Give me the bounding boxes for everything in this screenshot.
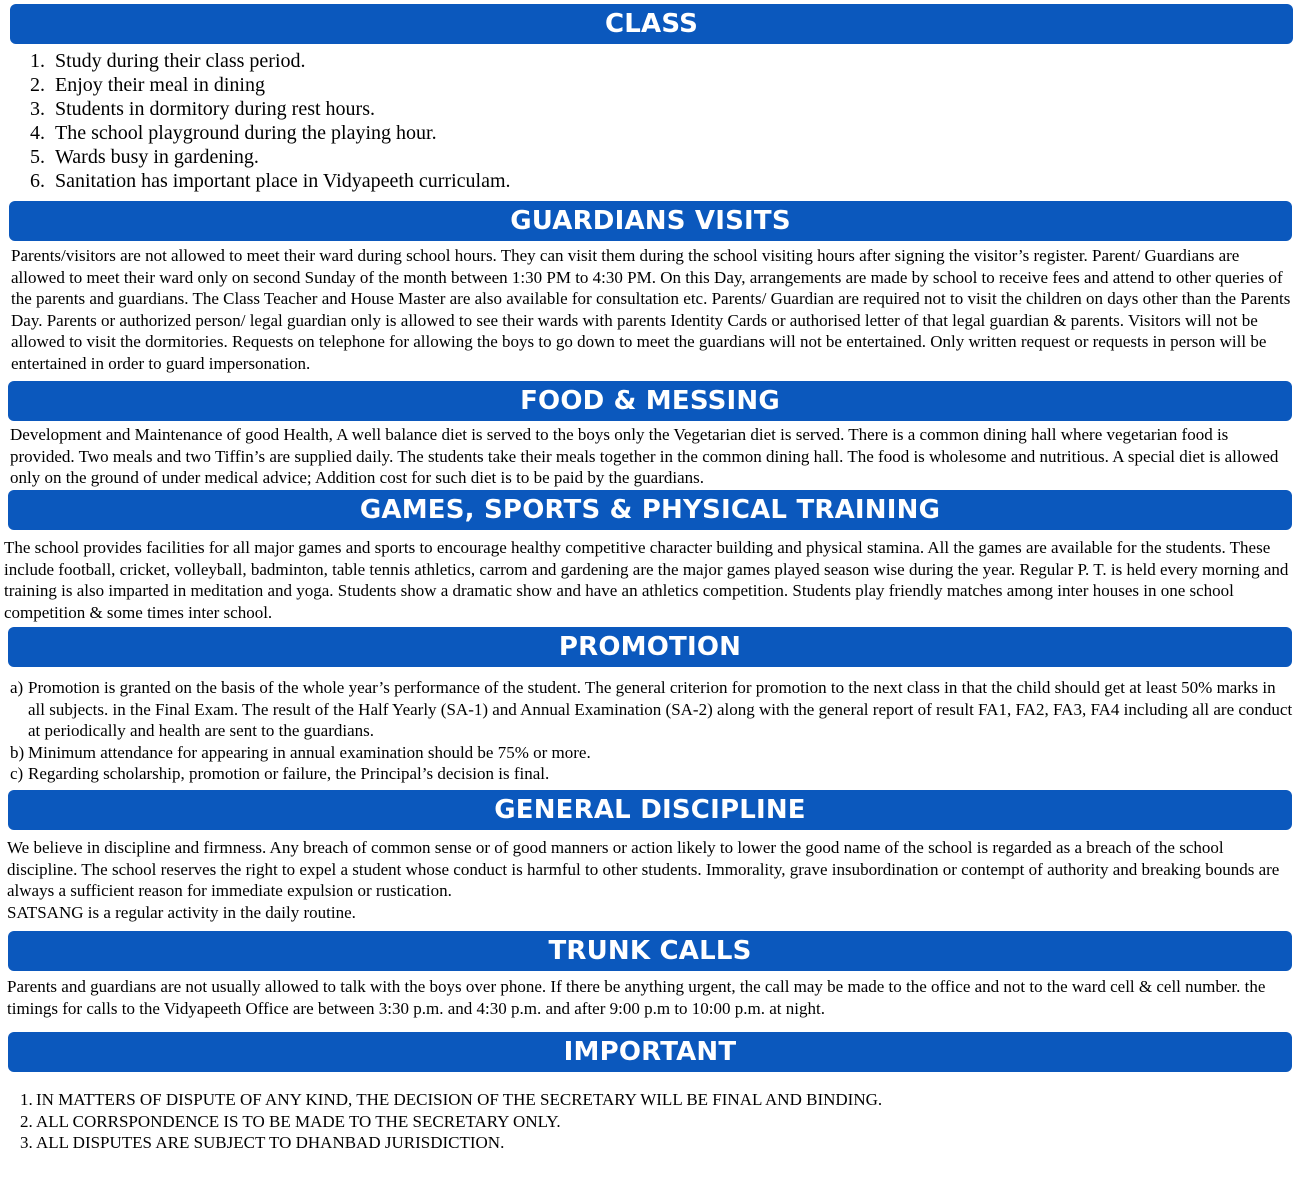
food-heading-text: FOOD & MESSING xyxy=(520,386,780,416)
games-heading xyxy=(8,490,1292,530)
list-item xyxy=(10,742,1295,764)
list-number: 5. xyxy=(30,146,45,168)
list-text: ALL DISPUTES ARE SUBJECT TO DHANBAD JURISDICTION. xyxy=(36,1133,505,1153)
satsang-line: SATSANG is a regular activity in the daily routine. xyxy=(7,903,356,922)
promotion-heading-text: PROMOTION xyxy=(558,632,742,662)
class-heading-text: CLASS xyxy=(604,9,699,39)
food-heading xyxy=(8,381,1292,421)
list-number: 2. xyxy=(20,1111,33,1131)
list-text: ALL CORRSPONDENCE IS TO BE MADE TO THE SECRETARY ONLY. xyxy=(36,1111,561,1131)
list-marker: b) xyxy=(10,742,25,762)
list-item xyxy=(30,73,511,97)
list-text: Enjoy their meal in dining xyxy=(55,74,265,96)
list-item xyxy=(30,49,511,73)
list-text: The school playground during the playing hour. xyxy=(55,122,437,144)
guardians-heading xyxy=(9,201,1292,241)
guardians-heading-text: GUARDIANS VISITS xyxy=(510,206,791,236)
list-number: 6. xyxy=(30,170,45,192)
list-text: Regarding scholarship, promotion or failure, the Principal’s decision is final. xyxy=(28,764,550,784)
class-heading xyxy=(10,4,1293,44)
list-number: 3. xyxy=(20,1133,33,1153)
important-heading-text: IMPORTANT xyxy=(563,1037,737,1067)
list-item xyxy=(20,1132,882,1154)
list-text: Minimum attendance for appearing in annual examination should be 75% or more. xyxy=(28,742,591,762)
list-item xyxy=(20,1111,882,1133)
games-heading-text: GAMES, SPORTS & PHYSICAL TRAINING xyxy=(359,495,941,525)
list-marker: c) xyxy=(10,764,24,784)
list-text: Promotion is granted on the basis of the whole year’s performance of the student. The general criterion for promotion to the next class in that the child should get at least 50% marks in all subjects. in the Final Exam. The result of the Half Yearly (SA-1) and Annual Examination (SA-2) along with the general report of result FA1, FA2, FA3, FA4 including all are conduct at periodically and health are sent to the guardians. xyxy=(28,678,1293,741)
list-number: 1. xyxy=(30,50,45,72)
list-number: 1. xyxy=(20,1090,33,1109)
promotion-heading xyxy=(8,627,1292,667)
list-item xyxy=(30,121,511,145)
list-text: Students in dormitory during rest hours. xyxy=(55,98,375,120)
list-text: Wards busy in gardening. xyxy=(55,146,259,168)
important-heading xyxy=(8,1032,1292,1072)
list-number: 4. xyxy=(30,122,45,144)
list-number: 2. xyxy=(30,74,45,96)
trunk-heading xyxy=(8,931,1292,971)
food-paragraph: Development and Maintenance of good Health, A well balance diet is served to the boys only the Vegetarian diet is served. There is a common dining hall where vegetarian food is provided. Two meals and two Tiffin’s are supplied daily. The students take their meals together in the common dining hall. The food is wholesome and nutritious. A special diet is allowed only on the ground of under medical advice; Addition cost for such diet is to be paid by the guardians. xyxy=(10,425,1279,488)
discipline-paragraph: We believe in discipline and firmness. Any breach of common sense or of good manners or action likely to lower the good name of the school is regarded as a breach of the school discipline. The school reserves the right to expel a student whose conduct is harmful to other students. Immorality, grave insubordination or contempt of authority and breaking bounds are always a sufficient reason for immediate expulsion or rustication. xyxy=(7,838,1280,901)
games-paragraph: The school provides facilities for all major games and sports to encourage healthy competitive character building and physical stamina. All the games are available for the students. These include football, cricket, volleyball, badminton, table tennis athletics, carrom and gardening are the major games played season wise during the year. Regular P. T. is held every morning and training is also imparted in meditation and yoga. Students show a dramatic show and have an athletics competition. Students play friendly matches among inter houses in one school competition & some times inter school. xyxy=(4,538,1289,622)
promotion-list xyxy=(10,677,1295,785)
list-item xyxy=(30,169,511,193)
list-text: Study during their class period. xyxy=(55,50,306,72)
list-marker: a) xyxy=(10,678,24,697)
class-list xyxy=(30,49,511,193)
discipline-heading xyxy=(8,790,1292,830)
list-text: Sanitation has important place in Vidyapeeth curriculam. xyxy=(55,170,511,192)
list-item xyxy=(30,97,511,121)
list-item xyxy=(10,763,1295,785)
important-list xyxy=(20,1089,882,1154)
discipline-heading-text: GENERAL DISCIPLINE xyxy=(494,795,806,825)
list-item xyxy=(20,1089,882,1111)
guardians-paragraph: Parents/visitors are not allowed to meet their ward during school hours. They can visit them during the school visiting hours after signing the visitor’s register. Parent/ Guardians are allowed to meet their ward only on second Sunday of the month between 1:30 PM to 4:30 PM. On this Day, arrangements are made by school to receive fees and attend to other queries of the parents and guardians. The Class Teacher and House Master are also available for consultation etc. Parents/ Guardian are required not to visit the children on days other than the Parents Day. Parents or authorized person/ legal guardian only is allowed to see their wards with parents Identity Cards or authorised letter of that legal guardian & parents. Visitors will not be allowed to visit the dormitories. Requests on telephone for allowing the boys to go down to meet the guardians will not be entertained. Only written request or requests in person will be entertained in order to guard impersonation. xyxy=(11,246,1291,373)
trunk-paragraph: Parents and guardians are not usually allowed to talk with the boys over phone. If there be anything urgent, the call may be made to the office and not to the ward cell & cell number. the timings for calls to the Vidyapeeth Office are between 3:30 p.m. and 4:30 p.m. and after 9:00 p.m to 10:00 p.m. at night. xyxy=(7,977,1266,1018)
list-item xyxy=(10,677,1295,742)
list-text: IN MATTERS OF DISPUTE OF ANY KIND, THE DECISION OF THE SECRETARY WILL BE FINAL AND BINDING. xyxy=(36,1090,883,1109)
list-number: 3. xyxy=(30,98,45,120)
list-item xyxy=(30,145,511,169)
trunk-heading-text: TRUNK CALLS xyxy=(548,936,752,966)
